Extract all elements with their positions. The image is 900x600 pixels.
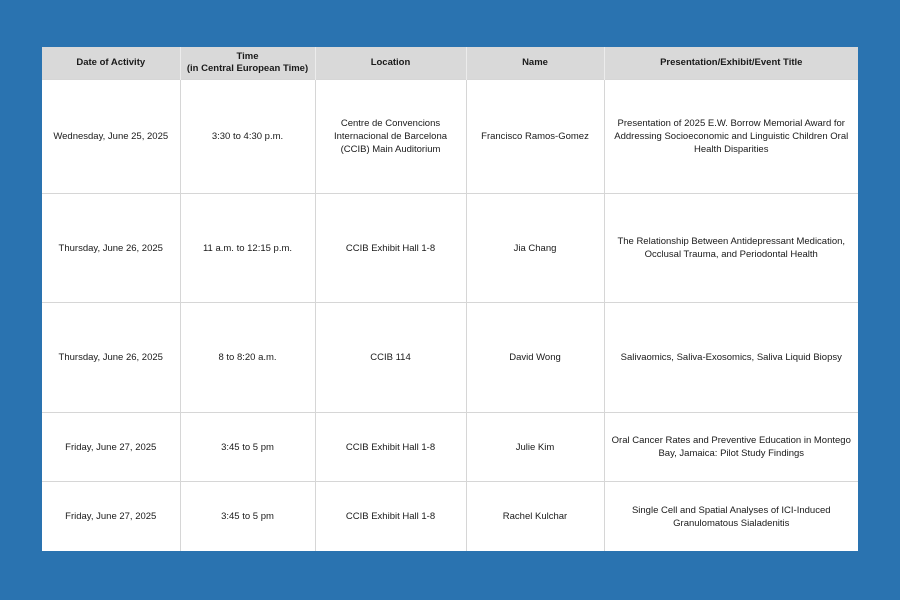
header-label: Name bbox=[522, 57, 548, 68]
cell-title: Salivaomics, Saliva-Exosomics, Saliva Liquid Biopsy bbox=[604, 303, 858, 413]
cell-title: Presentation of 2025 E.W. Borrow Memorial Award for Addressing Socioeconomic and Linguistic Children Oral Health Disparities bbox=[604, 80, 858, 194]
cell-date: Friday, June 27, 2025 bbox=[42, 482, 180, 552]
column-header-location bbox=[315, 47, 466, 80]
table-row bbox=[42, 80, 858, 194]
cell-time: 3:45 to 5 pm bbox=[180, 482, 315, 552]
cell-name: Francisco Ramos-Gomez bbox=[466, 80, 604, 194]
cell-time: 8 to 8:20 a.m. bbox=[180, 303, 315, 413]
cell-title: The Relationship Between Antidepressant Medication, Occlusal Trauma, and Periodontal Health bbox=[604, 194, 858, 303]
header-label: Date of Activity bbox=[76, 57, 146, 68]
table-row bbox=[42, 413, 858, 482]
cell-title: Oral Cancer Rates and Preventive Education in Montego Bay, Jamaica: Pilot Study Findings bbox=[604, 413, 858, 482]
cell-location: CCIB 114 bbox=[315, 303, 466, 413]
cell-location: CCIB Exhibit Hall 1-8 bbox=[315, 194, 466, 303]
header-label: Presentation/Exhibit/Event Title bbox=[660, 57, 803, 68]
column-header-date bbox=[42, 47, 180, 80]
cell-time: 3:30 to 4:30 p.m. bbox=[180, 80, 315, 194]
table-header-row bbox=[42, 47, 858, 80]
column-header-name bbox=[466, 47, 604, 80]
cell-date: Friday, June 27, 2025 bbox=[42, 413, 180, 482]
cell-time: 11 a.m. to 12:15 p.m. bbox=[180, 194, 315, 303]
cell-location: CCIB Exhibit Hall 1-8 bbox=[315, 482, 466, 552]
cell-name: David Wong bbox=[466, 303, 604, 413]
cell-title: Single Cell and Spatial Analyses of ICI-Induced Granulomatous Sialadenitis bbox=[604, 482, 858, 552]
cell-date: Wednesday, June 25, 2025 bbox=[42, 80, 180, 194]
column-header-title bbox=[604, 47, 858, 80]
cell-name: Julie Kim bbox=[466, 413, 604, 482]
header-label: Time bbox=[236, 51, 259, 62]
cell-location: CCIB Exhibit Hall 1-8 bbox=[315, 413, 466, 482]
header-label: Location bbox=[370, 57, 411, 68]
cell-location: Centre de Convencions Internacional de Barcelona (CCIB) Main Auditorium bbox=[315, 80, 466, 194]
table-row bbox=[42, 303, 858, 413]
cell-name: Jia Chang bbox=[466, 194, 604, 303]
schedule-table-container bbox=[42, 47, 858, 551]
header-sublabel: (in Central European Time) bbox=[186, 63, 309, 74]
table-row bbox=[42, 194, 858, 303]
cell-date: Thursday, June 26, 2025 bbox=[42, 194, 180, 303]
cell-time: 3:45 to 5 pm bbox=[180, 413, 315, 482]
schedule-table bbox=[42, 47, 858, 551]
cell-name: Rachel Kulchar bbox=[466, 482, 604, 552]
column-header-time bbox=[180, 47, 315, 80]
table-row bbox=[42, 482, 858, 552]
cell-date: Thursday, June 26, 2025 bbox=[42, 303, 180, 413]
